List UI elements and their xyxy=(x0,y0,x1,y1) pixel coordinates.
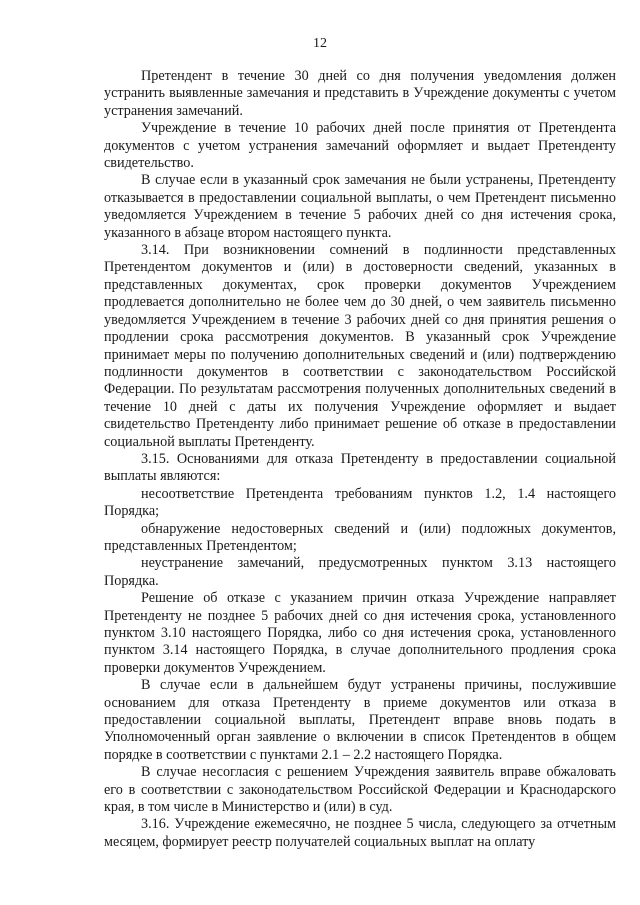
paragraph: В случае несогласия с решением Учреждения заявитель вправе обжаловать его в соответствии с законодательством Российской Федерации и Краснодарского края, в том числе в Министерство и (или) в суд. xyxy=(104,764,616,816)
paragraph: 3.14. При возникновении сомнений в подлинности представленных Претендентом документов и (или) в достоверности сведений, указанных в представленных документах, срок проверки документов Учреждением продлевается дополнительно не более чем до 30 дней, о чем заявитель письменно уведомляется Учреждением в течение 3 рабочих дней со дня принятия решения о продлении срока рассмотрения документов. В указанный срок Учреждение принимает меры по получению дополнительных сведений и (или) подтверждению подлинности документов в соответствии с законодательством Российской Федерации. По результатам рассмотрения полученных дополнительных сведений в течение 10 дней с даты их получения Учреждение оформляет и выдает свидетельство Претенденту либо принимает решение об отказе в предоставлении социальной выплаты Претенденту. xyxy=(104,242,616,450)
paragraph: Решение об отказе с указанием причин отказа Учреждение направляет Претенденту не позднее 5 рабочих дней со дня истечения срока, установленного пунктом 3.10 настоящего Порядка, либо со дня истечения срока, установленного пунктом 3.14 настоящего Порядка, в случае дополнительного продления срока проверки документов Учреждением. xyxy=(104,590,616,676)
page-number: 12 xyxy=(313,36,327,51)
paragraph: В случае если в указанный срок замечания не были устранены, Претенденту отказывается в предоставлении социальной выплаты, о чем Претендент письменно уведомляется Учреждением в течение 5 рабочих дней со дня истечения срока, указанного в абзаце втором настоящего пункта. xyxy=(104,172,616,241)
list-item: несоответствие Претендента требованиям пунктов 1.2, 1.4 настоящего Порядка; xyxy=(104,485,616,520)
document-body xyxy=(104,68,616,851)
list-item: неустранение замечаний, предусмотренных пунктом 3.13 настоящего Порядка. xyxy=(104,555,616,589)
paragraph: 3.15. Основаниями для отказа Претенденту в предоставлении социальной выплаты являются: xyxy=(104,450,616,485)
paragraph: В случае если в дальнейшем будут устранены причины, послужившие основанием для отказа Претенденту в приеме документов или отказа в предоставлении социальной выплаты, Претендент вправе вновь подать в Уполномоченный орган заявление о включении в список Претендентов в общем порядке в соответствии с пунктами 2.1 – 2.2 настоящего Порядка. xyxy=(104,677,616,763)
list-item: обнаружение недостоверных сведений и (или) подложных документов, представленных Претендентом; xyxy=(104,520,616,554)
paragraph: Претендент в течение 30 дней со дня получения уведомления должен устранить выявленные замечания и представить в Учреждение документы с учетом устранения замечаний. xyxy=(104,68,616,119)
paragraph: Учреждение в течение 10 рабочих дней после принятия от Претендента документов с учетом устранения замечаний оформляет и выдает Претенденту свидетельство. xyxy=(104,120,616,172)
paragraph: 3.16. Учреждение ежемесячно, не позднее 5 числа, следующего за отчетным месяцем, формирует реестр получателей социальных выплат на оплату xyxy=(104,816,616,850)
